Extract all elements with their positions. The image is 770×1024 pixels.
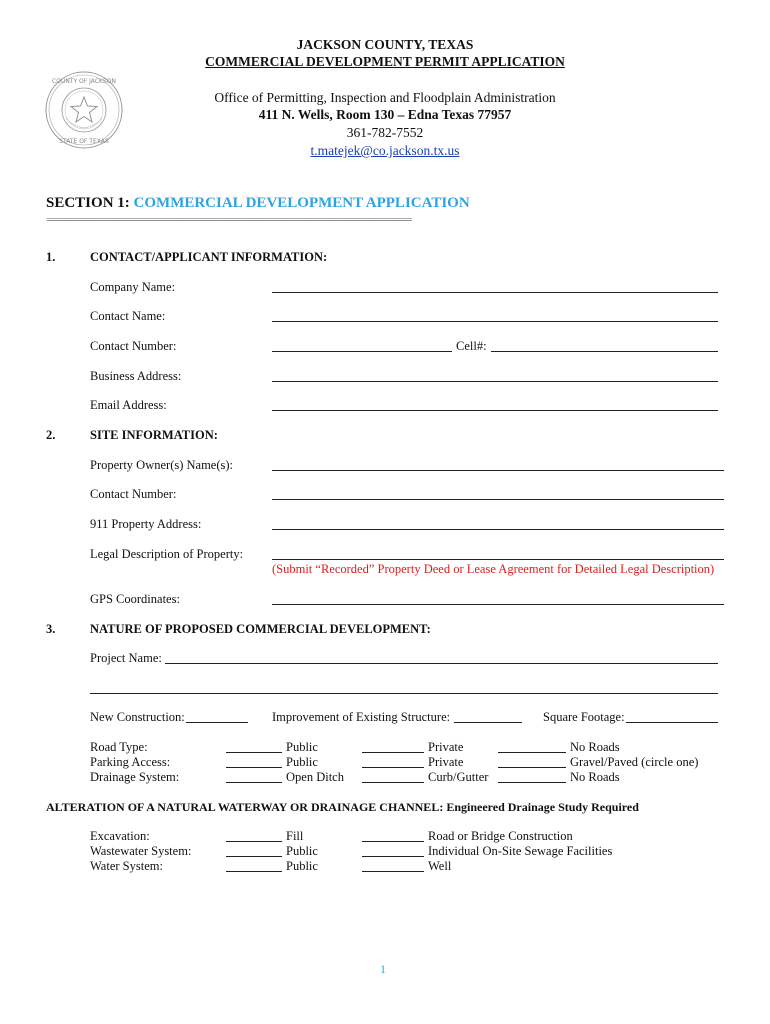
business-address-label: Business Address: [90,369,182,383]
drainage-open-ditch-label: Open Ditch [286,770,344,784]
new-construction-field[interactable] [186,722,248,723]
alteration-heading-row [46,800,639,815]
excavation-fill-field[interactable] [226,841,282,842]
excavation-fill-label: Fill [286,829,304,843]
owner-name-field[interactable] [272,470,724,471]
section-title: COMMERCIAL DEVELOPMENT APPLICATION [133,195,470,211]
wastewater-label: Wastewater System: [90,844,192,858]
email-address-field[interactable] [272,410,718,411]
water-system-label: Water System: [90,859,163,873]
road-public-label: Public [286,740,318,754]
office-name: Office of Permitting, Inspection and Floodplain Administration [214,90,556,105]
wastewater-public-label: Public [286,844,318,858]
road-private-label: Private [428,740,464,754]
svg-text:STATE OF TEXAS: STATE OF TEXAS [59,138,109,145]
company-name-label: Company Name: [90,280,176,294]
contact-heading: CONTACT/APPLICANT INFORMATION: [90,250,328,264]
contact-number-label: Contact Number: [90,339,177,353]
contact-number-field[interactable] [272,351,452,352]
individual-sewage-label: Individual On-Site Sewage Facilities [428,844,613,858]
county-title: JACKSON COUNTY, TEXAS [296,37,474,52]
legal-description-field[interactable] [272,559,724,560]
site-contact-number-label: Contact Number: [90,487,177,501]
road-no-roads-label: No Roads [570,740,620,754]
drainage-open-ditch-field[interactable] [226,782,282,783]
road-type-label: Road Type: [90,740,148,754]
form-title: COMMERCIAL DEVELOPMENT PERMIT APPLICATION [205,54,565,69]
road-no-roads-field[interactable] [498,752,566,753]
road-public-field[interactable] [226,752,282,753]
drainage-no-roads-label: No Roads [570,770,620,784]
drainage-no-roads-field[interactable] [498,782,566,783]
nature-heading: NATURE OF PROPOSED COMMERCIAL DEVELOPMENT: [90,622,431,636]
nature-number: 3. [46,622,56,636]
road-bridge-label: Road or Bridge Construction [428,829,573,843]
excavation-label: Excavation: [90,829,150,843]
improvement-field[interactable] [454,722,522,723]
office-email-link[interactable]: t.matejek@co.jackson.tx.us [310,143,460,158]
cell-field[interactable] [491,351,718,352]
email-address-label: Email Address: [90,398,167,412]
road-private-field[interactable] [362,752,424,753]
project-name-field-line2[interactable] [90,693,718,694]
water-public-field[interactable] [226,871,282,872]
property-address-field[interactable] [272,529,724,530]
alteration-heading: ALTERATION OF A NATURAL WATERWAY OR DRAINAGE CHANNEL: [46,800,444,814]
contact-name-label: Contact Name: [90,309,166,323]
section-separator: ============================================================================ [46,214,412,226]
company-name-field[interactable] [272,292,718,293]
wastewater-public-field[interactable] [226,856,282,857]
road-bridge-field[interactable] [362,841,424,842]
page-number: 1 [380,962,386,976]
improvement-label: Improvement of Existing Structure: [272,710,451,724]
parking-gravel-paved-label: Gravel/Paved (circle one) [570,755,699,769]
section-prefix: SECTION 1: [46,195,130,211]
parking-access-label: Parking Access: [90,755,171,769]
square-footage-field[interactable] [626,722,718,723]
parking-private-field[interactable] [362,767,424,768]
contact-name-field[interactable] [272,321,718,322]
alteration-note: Engineered Drainage Study Required [446,800,639,814]
office-phone: 361-782-7552 [346,125,424,140]
water-public-label: Public [286,859,318,873]
gps-field[interactable] [272,604,724,605]
contact-number: 1. [46,250,56,264]
well-field[interactable] [362,871,424,872]
drainage-curb-gutter-label: Curb/Gutter [428,770,489,784]
project-name-label: Project Name: [90,651,162,665]
new-construction-label: New Construction: [90,710,185,724]
property-address-label: 911 Property Address: [90,517,202,531]
office-address: 411 N. Wells, Room 130 – Edna Texas 77957 [258,107,512,122]
site-number: 2. [46,428,56,442]
site-heading: SITE INFORMATION: [90,428,218,442]
parking-private-label: Private [428,755,464,769]
svg-text:COUNTY OF JACKSON: COUNTY OF JACKSON [52,78,116,85]
gps-label: GPS Coordinates: [90,592,180,606]
site-contact-number-field[interactable] [272,499,724,500]
legal-description-note: (Submit “Recorded” Property Deed or Lease Agreement for Detailed Legal Description) [272,562,715,576]
well-label: Well [428,859,452,873]
drainage-system-label: Drainage System: [90,770,180,784]
section-heading [46,195,470,212]
legal-description-label: Legal Description of Property: [90,547,244,561]
owner-name-label: Property Owner(s) Name(s): [90,458,234,472]
office-email-wrap [0,143,770,159]
parking-public-field[interactable] [226,767,282,768]
square-footage-label: Square Footage: [543,710,625,724]
individual-sewage-field[interactable] [362,856,424,857]
project-name-field[interactable] [165,663,718,664]
parking-gravel-paved-field[interactable] [498,767,566,768]
parking-public-label: Public [286,755,318,769]
business-address-field[interactable] [272,381,718,382]
drainage-curb-gutter-field[interactable] [362,782,424,783]
cell-label: Cell#: [456,339,487,353]
